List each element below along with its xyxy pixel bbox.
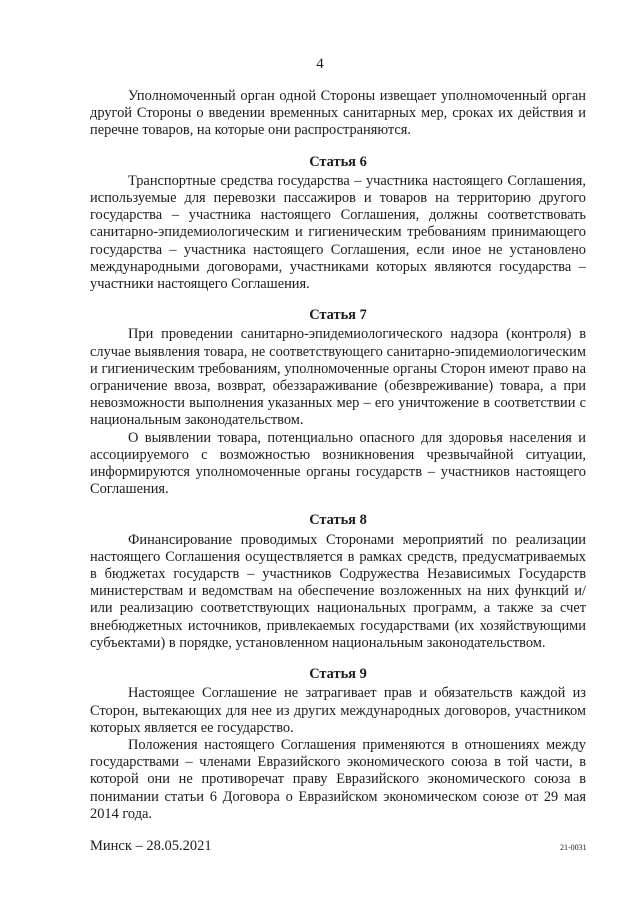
article-paragraph: О выявлении товара, потенциально опасного для здоровья населения и ассоциируемого с возможностью возникновения чрезвычайной ситуации, информируются уполномоченные органы государств – участников настоящего Соглашения. [90,429,586,498]
document-body [90,88,586,823]
article-9 [90,666,586,823]
article-heading: Статья 9 [309,666,367,683]
article-heading: Статья 8 [309,512,367,529]
article-paragraph: Транспортные средства государства – участника настоящего Соглашения, используемые для перевозки пассажиров и товаров на территорию другого государства – участника настоящего Соглашения, должны соответствовать санитарно-эпидемиологическим и гигиеническим требованиям принимающего государства – участника настоящего Соглашения, если иное не установлено международными договорами, участниками которых являются государства – участники настоящего Соглашения. [90,172,586,293]
article-heading: Статья 6 [309,153,367,170]
article-8 [90,512,586,652]
footer-place-date: Минск – 28.05.2021 [90,838,212,854]
article-paragraph: При проведении санитарно-эпидемиологического надзора (контроля) в случае выявления товара, не соответствующего санитарно-эпидемиологическим и гигиеническим требованиям, уполномоченные органы Сторон имеют право на ограничение ввоза, возврат, обеззараживание (обезвреживание) товара, а при невозможности выполнения указанных мер – его уничтожение в соответствии с национальным законодательством. [90,326,586,429]
article-7 [90,307,586,498]
article-paragraph: Настоящее Соглашение не затрагивает прав и обязательств каждой из Сторон, вытекающих для нее из других международных договоров, участником которых является ее государство. [90,685,586,736]
page-number: 4 [316,56,324,72]
article-6 [90,154,586,294]
intro-paragraph: Уполномоченный орган одной Стороны извещает уполномоченный орган другой Стороны о введении временных санитарных мер, сроках их действия и перечне товаров, на которые они распространяются. [90,88,586,139]
article-paragraph: Финансирование проводимых Сторонами мероприятий по реализации настоящего Соглашения осуществляется в рамках средств, предусматриваемых в бюджетах государств – участников Содружества Независимых Государств министерствам и ведомствам на обеспечение возложенных на них функций и/или реализацию соответствующих национальных программ, а также за счет внебюджетных источников, привлекаемых государствами (их хозяйствующими субъектами) в порядке, установленном национальным законодательством. [90,531,586,651]
article-heading: Статья 7 [309,307,367,324]
article-paragraph: Положения настоящего Соглашения применяются в отношениях между государствами – членами Евразийского экономического союза в той части, в которой они не противоречат праву Евразийского экономического союза в понимании статьи 6 Договора о Евразийском экономическом союзе от 29 мая 2014 года. [90,736,586,822]
footer-doc-code: 21-0031 [560,843,587,852]
